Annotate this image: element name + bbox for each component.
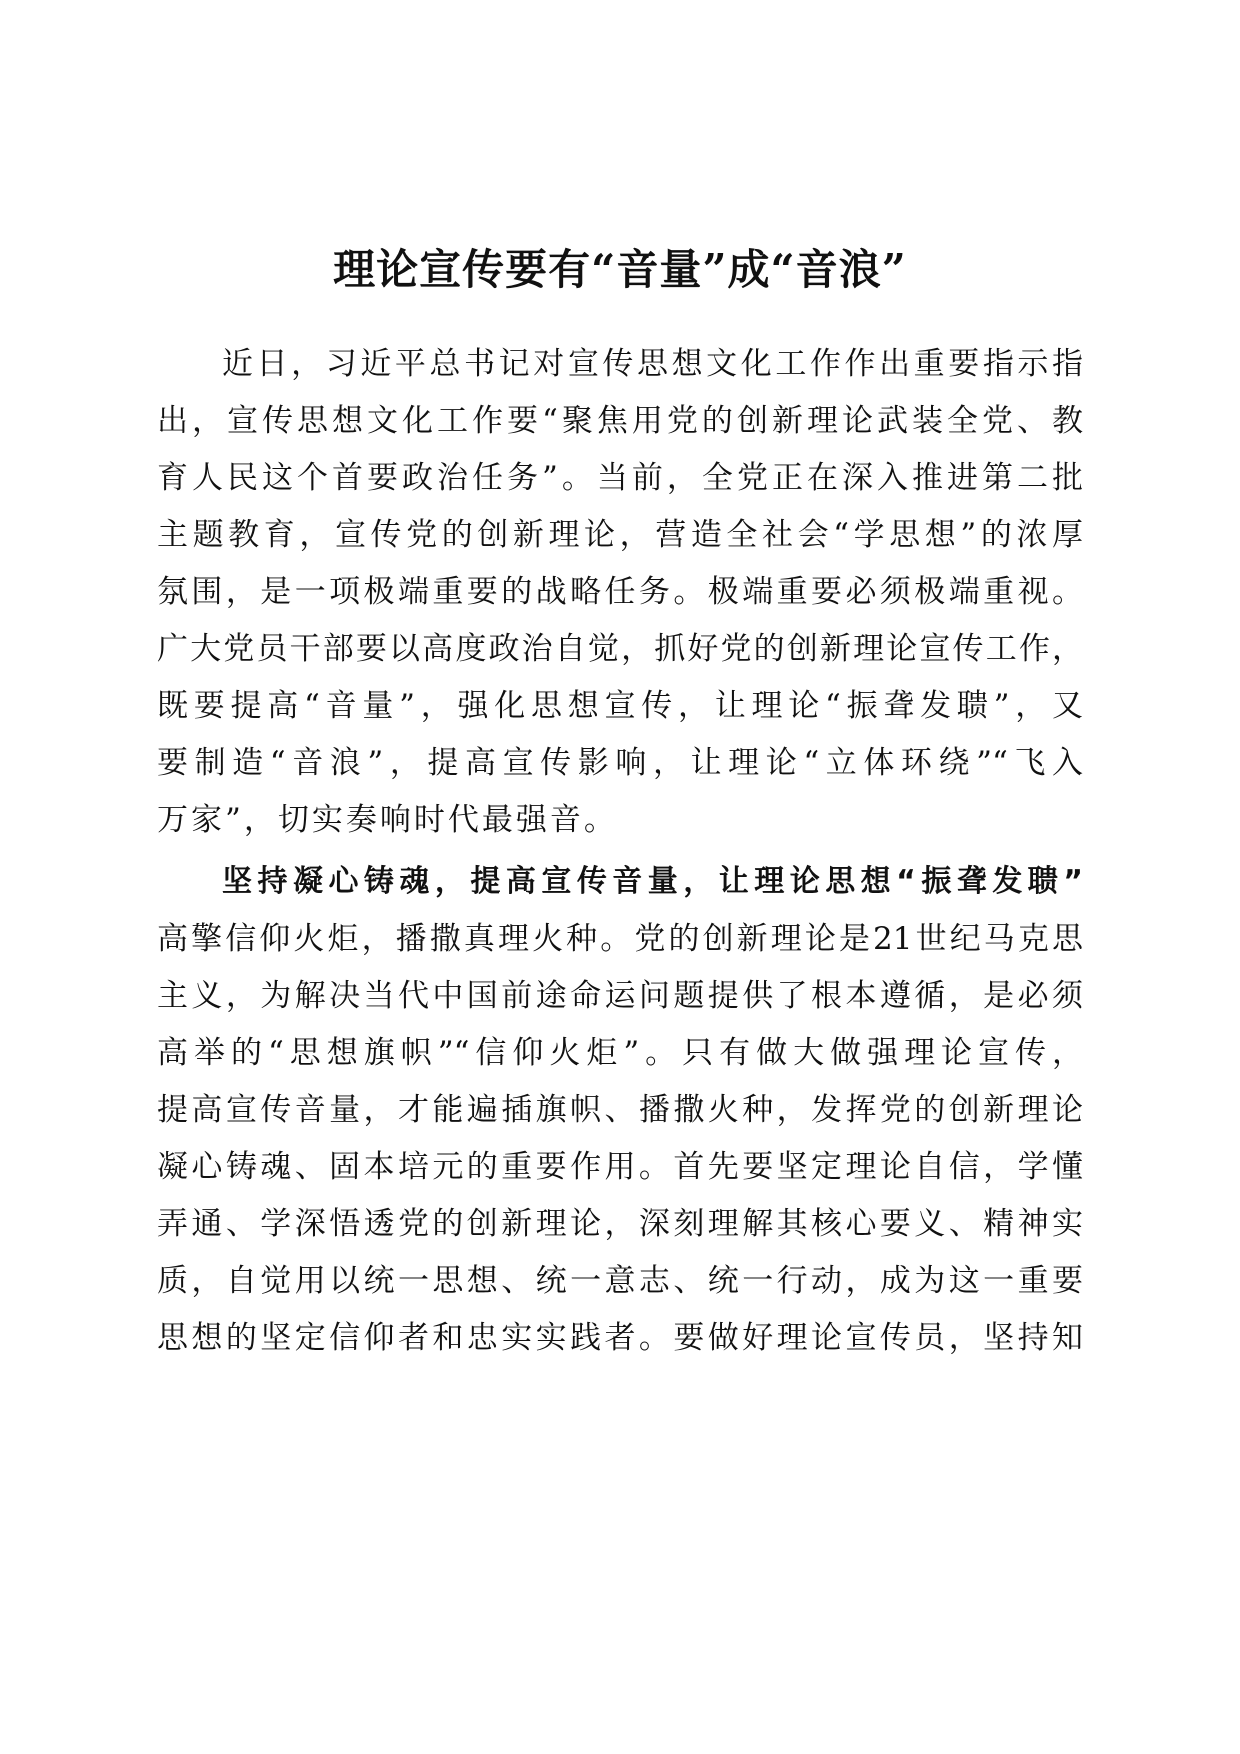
paragraph-line: 出，宣传思想文化工作要“聚焦用党的创新理论武装全党、教 — [157, 403, 1083, 439]
paragraph-line: 高擎信仰火炬，播撒真理火种。党的创新理论是21世纪马克思 — [157, 921, 1083, 957]
paragraph-line: 主题教育，宣传党的创新理论，营造全社会“学思想”的浓厚 — [157, 517, 1083, 553]
paragraph-line: 主义，为解决当代中国前途命运问题提供了根本遵循，是必须 — [157, 978, 1083, 1014]
paragraph-line: 万家”，切实奏响时代最强音。 — [157, 802, 618, 838]
section-heading: 坚持凝心铸魂，提高宣传音量，让理论思想“振聋发聩” — [222, 864, 1083, 899]
paragraph-line: 要制造“音浪”，提高宣传影响，让理论“立体环绕”“飞入 — [157, 745, 1083, 781]
paragraph-line: 广大党员干部要以高度政治自觉，抓好党的创新理论宣传工作， — [157, 631, 1083, 667]
paragraph-line: 弄通、学深悟透党的创新理论，深刻理解其核心要义、精神实 — [157, 1206, 1083, 1242]
paragraph-line: 质，自觉用以统一思想、统一意志、统一行动，成为这一重要 — [157, 1263, 1083, 1299]
paragraph-line: 凝心铸魂、固本培元的重要作用。首先要坚定理论自信，学懂 — [157, 1149, 1083, 1185]
paragraph-line: 既要提高“音量”，强化思想宣传，让理论“振聋发聩”，又 — [157, 688, 1083, 724]
paragraph-line: 近日，习近平总书记对宣传思想文化工作作出重要指示指 — [222, 346, 1083, 382]
paragraph-line: 思想的坚定信仰者和忠实实践者。要做好理论宣传员，坚持知 — [157, 1320, 1083, 1356]
paragraph-line: 氛围，是一项极端重要的战略任务。极端重要必须极端重视。 — [157, 574, 1083, 610]
paragraph-line: 提高宣传音量，才能遍插旗帜、播撒火种，发挥党的创新理论 — [157, 1092, 1083, 1128]
document-title: 理论宣传要有“音量”成“音浪” — [333, 245, 907, 294]
paragraph-line: 育人民这个首要政治任务”。当前，全党正在深入推进第二批 — [157, 460, 1083, 496]
paragraph-line: 高举的“思想旗帜”“信仰火炬”。只有做大做强理论宣传， — [157, 1035, 1083, 1071]
